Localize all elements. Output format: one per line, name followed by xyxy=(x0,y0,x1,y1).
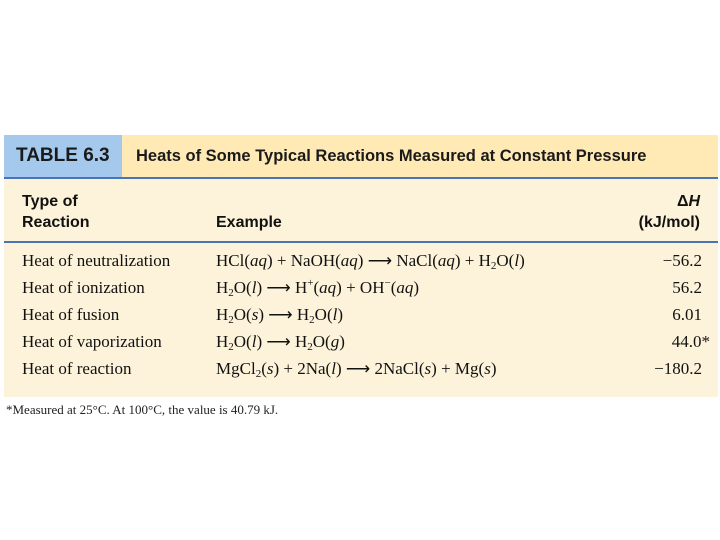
table-number-label: TABLE 6.3 xyxy=(4,135,122,177)
delta-h-var: H xyxy=(688,193,700,210)
reaction-example: $H_2O(l)$ ⟶ H+(aq) + OH−(aq) xyxy=(216,277,420,299)
header-bottom-rule xyxy=(4,241,718,243)
reaction-example: $H_2O(l)$ ⟶ $H_2O(g)$ xyxy=(216,332,345,353)
header-delta-h-units: (kJ/mol) xyxy=(638,214,700,231)
table-row xyxy=(22,249,702,273)
header-example: Example xyxy=(216,214,282,231)
delta-h-value: 56.2 xyxy=(672,278,702,297)
delta-h-value: 6.01 xyxy=(672,305,702,324)
delta-h-value: −180.2 xyxy=(654,359,702,378)
table-row xyxy=(22,357,702,381)
table-footnote: *Measured at 25°C. At 100°C, the value is 40.79 kJ. xyxy=(6,402,279,417)
table-row xyxy=(22,276,702,300)
header-type-line1: Type of xyxy=(22,193,78,210)
reaction-example: $H_2O(s)$ ⟶ $H_2O(l)$ xyxy=(216,305,344,326)
header-delta-h xyxy=(639,191,700,233)
header-type xyxy=(22,191,90,233)
reaction-type: Heat of ionization xyxy=(22,278,145,297)
reaction-type: Heat of neutralization xyxy=(22,251,171,270)
table-row xyxy=(22,330,710,354)
table-title: Heats of Some Typical Reactions Measured at Constant Pressure xyxy=(136,146,647,165)
reaction-type: Heat of reaction xyxy=(22,359,132,378)
delta-h-value: 44.0* xyxy=(671,332,710,351)
reaction-type: Heat of vaporization xyxy=(22,332,162,351)
reaction-example: MgCl$_2$(s) + 2Na(l) ⟶ 2NaCl(s) + Mg(s) xyxy=(216,359,497,380)
table-row xyxy=(22,303,702,327)
table-title-bar xyxy=(4,135,718,177)
header-top-rule xyxy=(4,177,718,179)
header-delta-h-symbol xyxy=(639,191,700,212)
delta-h-value: −56.2 xyxy=(662,251,702,270)
delta-symbol: Δ xyxy=(676,193,689,210)
reaction-example: HCl(aq) + NaOH(aq) ⟶ NaCl(aq) + $H_2O(l)$ xyxy=(216,251,525,272)
reaction-type: Heat of fusion xyxy=(22,305,120,324)
header-type-line2: Reaction xyxy=(22,214,90,231)
